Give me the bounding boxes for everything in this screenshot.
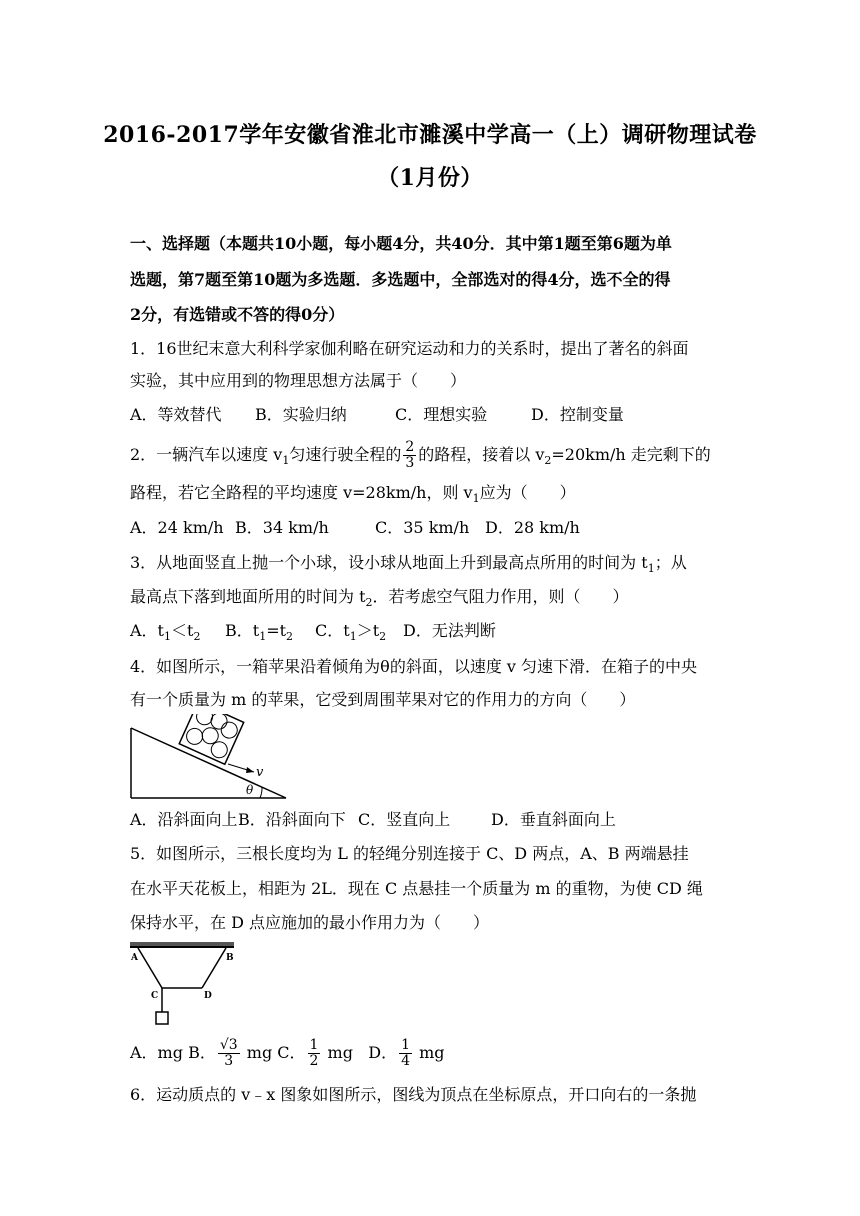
q1-option-a[interactable]: A．等效替代 — [130, 405, 222, 424]
q2-option-b[interactable]: B．34 km/h — [235, 518, 329, 537]
apple-box — [179, 714, 243, 764]
incline-figure — [128, 714, 290, 800]
q1-line-1: 1．16世纪末意大利科学家伽利略在研究运动和力的关系时，提出了著名的斜面 — [130, 339, 689, 358]
point-b-label: B — [226, 953, 234, 963]
q6-line-1: 6．运动质点的 v﹣x 图象如图所示，图线为顶点在坐标原点，开口向右的一条抛 — [130, 1085, 697, 1104]
q4-line-1: 4．如图所示，一箱苹果沿着倾角为θ的斜面，以速度 v 匀速下滑．在箱子的中央 — [130, 657, 698, 676]
section-heading-line-2: 选题，第7题至第10题为多选题．多选题中，全部选对的得4分，选不全的得 — [130, 270, 671, 289]
q2-line-2: 路程，若它全路程的平均速度 v=28km/h，则 $v_1$应为（ ） — [130, 483, 576, 506]
q4-option-c[interactable]: C．竖直向上 — [358, 810, 451, 829]
velocity-arrowhead — [246, 767, 254, 773]
q4-option-a[interactable]: A．沿斜面向上 — [130, 810, 238, 829]
q5-line-1: 5．如图所示，三根长度均为 L 的轻绳分别连接于 C、D 两点，A、B 两端悬挂 — [130, 844, 689, 863]
q3-option-a[interactable]: A．$t_1<t_2$ — [130, 621, 201, 644]
exam-title: 2016-2017学年安徽省淮北市濉溪中学高一（上）调研物理试卷 — [103, 122, 757, 148]
rope-db — [202, 948, 226, 988]
exam-subtitle: （1月份） — [377, 165, 483, 191]
point-d-label: D — [204, 991, 212, 1001]
q1-option-b[interactable]: B．实验归纳 — [255, 405, 347, 424]
q3-option-b[interactable]: B．$t_1=t_2$ — [225, 621, 294, 644]
q5-option-b[interactable]: B． $\frac{√3}{3}$ mg — [188, 1037, 273, 1069]
q5-option-d[interactable]: D． $\frac{1}{4}$ mg — [368, 1037, 445, 1069]
q4-options — [130, 808, 740, 832]
q5-option-c[interactable]: C． $\frac{1}{2}$ mg — [277, 1037, 353, 1069]
q5-line-2: 在水平天花板上，相距为 2L．现在 C 点悬挂一个质量为 m 的重物，为使 CD 绳 — [130, 879, 703, 898]
q3-options — [130, 619, 740, 649]
q4-line-2: 有一个质量为 m 的苹果，它受到周围苹果对它的作用力的方向（ ） — [130, 690, 636, 709]
q3-line-1: 3．从地面竖直上抛一个小球，设小球从地面上升到最高点所用的时间为 $t_1$；从 — [130, 553, 687, 576]
angle-arc — [260, 787, 262, 798]
q2-option-c[interactable]: C．35 km/h — [375, 518, 470, 537]
section-heading-line-1: 一、选择题（本题共10小题，每小题4分，共40分．其中第1题至第6题为单 — [130, 234, 672, 253]
section-heading-line-3: 2分，有选错或不答的得0分） — [130, 305, 345, 324]
rope-ac — [138, 948, 162, 988]
q2-line-1: 2．一辆汽车以速度 $v_1$匀速行驶全程的 $\frac{2}{3}$ 的路程，接着以 $v_2=20km/h$ 走完剩下的 — [130, 439, 711, 471]
q2-options — [130, 516, 740, 540]
hanging-weight — [156, 1012, 168, 1024]
q1-option-d[interactable]: D．控制变量 — [531, 405, 624, 424]
incline-slope — [131, 728, 286, 798]
q1-line-2: 实验，其中应用到的物理思想方法属于（ ） — [130, 371, 467, 390]
q3-line-2: 最高点下落到地面所用的时间为 $t_2$．若考虑空气阻力作用，则（ ） — [130, 587, 629, 610]
q5-options — [130, 1038, 740, 1068]
q1-options — [130, 403, 740, 427]
q2-option-a[interactable]: A．24 km/h — [130, 518, 224, 537]
q4-option-d[interactable]: D．垂直斜面向上 — [491, 810, 616, 829]
point-c-label: C — [151, 991, 159, 1001]
q3-option-d[interactable]: D．无法判断 — [403, 621, 496, 640]
q5-option-a[interactable]: A．mg — [130, 1043, 183, 1062]
velocity-label: v — [256, 765, 264, 780]
q5-line-3: 保持水平，在 D 点应施加的最小作用力为（ ） — [130, 913, 490, 932]
angle-theta-label: θ — [246, 783, 254, 797]
point-a-label: A — [131, 953, 138, 963]
rope-figure — [128, 940, 238, 1030]
q1-option-c[interactable]: C．理想实验 — [395, 405, 488, 424]
fraction-two-thirds: $\frac{2}{3}$ — [405, 439, 415, 471]
q4-option-b[interactable]: B．沿斜面向下 — [238, 810, 346, 829]
q3-option-c[interactable]: C．$t_1>t_2$ — [315, 621, 387, 644]
q2-option-d[interactable]: D．28 km/h — [485, 518, 580, 537]
